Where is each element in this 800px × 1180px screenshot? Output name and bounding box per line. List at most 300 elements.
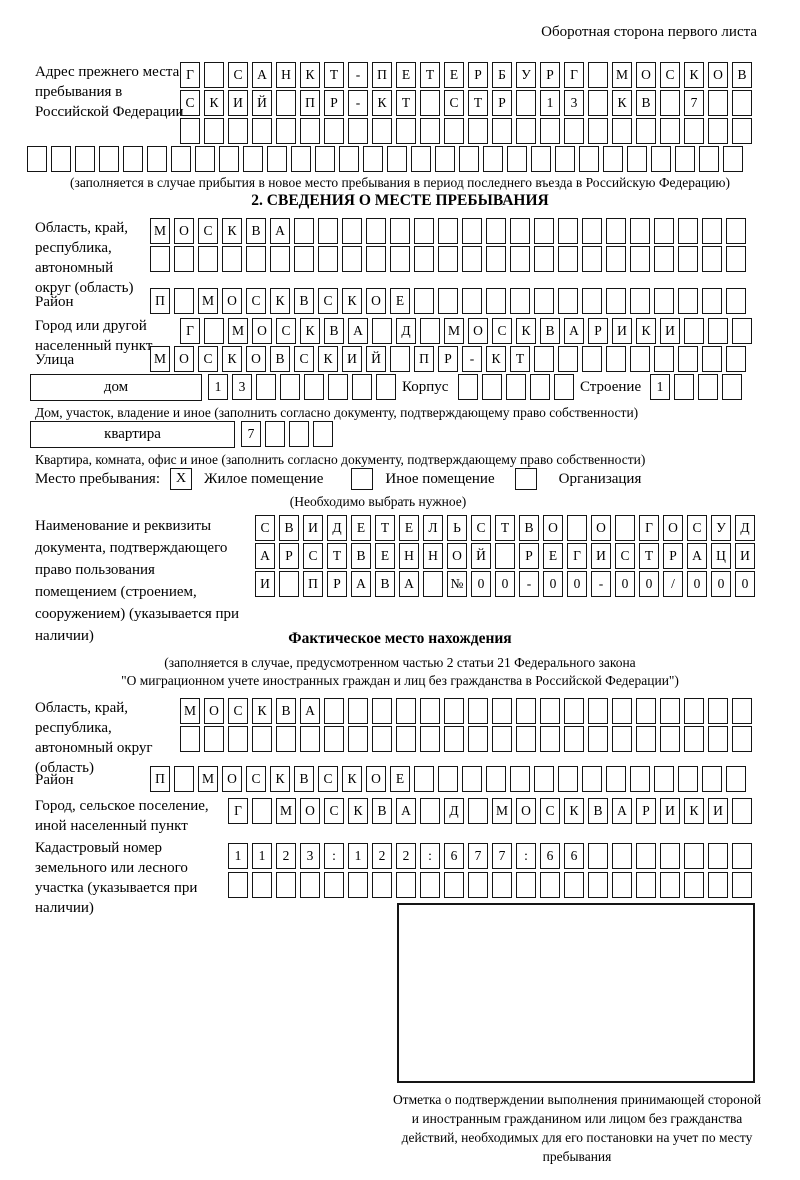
char-cell[interactable]: О: [174, 346, 194, 372]
char-cell[interactable]: С: [303, 543, 323, 569]
char-cell[interactable]: Д: [396, 318, 416, 344]
char-cell[interactable]: Н: [423, 543, 443, 569]
char-cell[interactable]: С: [615, 543, 635, 569]
char-cell[interactable]: [486, 246, 506, 272]
char-cell[interactable]: [348, 698, 368, 724]
char-cell[interactable]: В: [372, 798, 392, 824]
char-cell[interactable]: [414, 218, 434, 244]
char-cell[interactable]: [582, 246, 602, 272]
char-cell[interactable]: [372, 726, 392, 752]
char-cell[interactable]: Т: [327, 543, 347, 569]
char-cell[interactable]: И: [612, 318, 632, 344]
char-cell[interactable]: [732, 698, 752, 724]
char-cell[interactable]: [51, 146, 71, 172]
char-cell[interactable]: [516, 726, 536, 752]
char-cell[interactable]: Н: [399, 543, 419, 569]
char-cell[interactable]: [660, 118, 680, 144]
char-cell[interactable]: [291, 146, 311, 172]
char-cell[interactable]: [708, 843, 728, 869]
char-cell[interactable]: Т: [510, 346, 530, 372]
char-cell[interactable]: [363, 146, 383, 172]
char-cell[interactable]: К: [486, 346, 506, 372]
char-cell[interactable]: [558, 218, 578, 244]
char-cell[interactable]: О: [246, 346, 266, 372]
char-cell[interactable]: 3: [232, 374, 252, 400]
char-cell[interactable]: [723, 146, 743, 172]
char-cell[interactable]: [390, 346, 410, 372]
char-cell[interactable]: С: [324, 798, 344, 824]
char-cell[interactable]: [564, 872, 584, 898]
char-cell[interactable]: Й: [252, 90, 272, 116]
char-cell[interactable]: [252, 872, 272, 898]
char-cell[interactable]: [366, 246, 386, 272]
char-cell[interactable]: Г: [639, 515, 659, 541]
char-cell[interactable]: [660, 90, 680, 116]
char-cell[interactable]: А: [612, 798, 632, 824]
char-cell[interactable]: [458, 374, 478, 400]
char-cell[interactable]: К: [342, 766, 362, 792]
char-cell[interactable]: [654, 346, 674, 372]
char-cell[interactable]: Т: [396, 90, 416, 116]
char-cell[interactable]: [376, 374, 396, 400]
char-cell[interactable]: В: [732, 62, 752, 88]
char-cell[interactable]: [558, 766, 578, 792]
char-cell[interactable]: [678, 246, 698, 272]
char-cell[interactable]: Н: [276, 62, 296, 88]
char-cell[interactable]: [318, 218, 338, 244]
char-cell[interactable]: [180, 118, 200, 144]
char-cell[interactable]: Е: [396, 62, 416, 88]
char-cell[interactable]: [324, 726, 344, 752]
char-cell[interactable]: О: [366, 766, 386, 792]
char-cell[interactable]: 0: [471, 571, 491, 597]
char-cell[interactable]: [280, 374, 300, 400]
char-cell[interactable]: [732, 726, 752, 752]
char-cell[interactable]: 0: [543, 571, 563, 597]
char-cell[interactable]: Р: [279, 543, 299, 569]
char-cell[interactable]: [540, 698, 560, 724]
char-cell[interactable]: [396, 872, 416, 898]
char-cell[interactable]: Й: [366, 346, 386, 372]
char-cell[interactable]: [555, 146, 575, 172]
char-cell[interactable]: [414, 246, 434, 272]
char-cell[interactable]: А: [396, 798, 416, 824]
char-cell[interactable]: С: [255, 515, 275, 541]
char-cell[interactable]: О: [543, 515, 563, 541]
char-cell[interactable]: [708, 118, 728, 144]
char-cell[interactable]: Т: [420, 62, 440, 88]
char-cell[interactable]: С: [318, 766, 338, 792]
char-cell[interactable]: 1: [228, 843, 248, 869]
char-cell[interactable]: [147, 146, 167, 172]
char-cell[interactable]: [265, 421, 285, 447]
char-cell[interactable]: Р: [588, 318, 608, 344]
char-cell[interactable]: 2: [372, 843, 392, 869]
char-cell[interactable]: М: [150, 218, 170, 244]
char-cell[interactable]: О: [174, 218, 194, 244]
premises-residential-checkbox[interactable]: X: [170, 468, 192, 490]
char-cell[interactable]: С: [228, 62, 248, 88]
char-cell[interactable]: К: [636, 318, 656, 344]
char-cell[interactable]: [300, 726, 320, 752]
char-cell[interactable]: [603, 146, 623, 172]
char-cell[interactable]: :: [324, 843, 344, 869]
char-cell[interactable]: Д: [735, 515, 755, 541]
char-cell[interactable]: [684, 698, 704, 724]
char-cell[interactable]: [219, 146, 239, 172]
char-cell[interactable]: Ь: [447, 515, 467, 541]
char-cell[interactable]: [612, 698, 632, 724]
char-cell[interactable]: Л: [423, 515, 443, 541]
char-cell[interactable]: В: [636, 90, 656, 116]
char-cell[interactable]: [654, 766, 674, 792]
char-cell[interactable]: 2: [276, 843, 296, 869]
char-cell[interactable]: 1: [650, 374, 670, 400]
char-cell[interactable]: В: [246, 218, 266, 244]
char-cell[interactable]: М: [276, 798, 296, 824]
char-cell[interactable]: В: [276, 698, 296, 724]
char-cell[interactable]: [654, 288, 674, 314]
char-cell[interactable]: [486, 218, 506, 244]
char-cell[interactable]: [492, 726, 512, 752]
char-cell[interactable]: [300, 872, 320, 898]
char-cell[interactable]: Е: [351, 515, 371, 541]
char-cell[interactable]: [276, 118, 296, 144]
char-cell[interactable]: [708, 872, 728, 898]
char-cell[interactable]: [123, 146, 143, 172]
char-cell[interactable]: [289, 421, 309, 447]
char-cell[interactable]: [387, 146, 407, 172]
char-cell[interactable]: [204, 62, 224, 88]
char-cell[interactable]: [708, 726, 728, 752]
char-cell[interactable]: [171, 146, 191, 172]
char-cell[interactable]: [708, 90, 728, 116]
char-cell[interactable]: [435, 146, 455, 172]
char-cell[interactable]: Т: [639, 543, 659, 569]
char-cell[interactable]: Е: [390, 288, 410, 314]
char-cell[interactable]: С: [198, 218, 218, 244]
char-cell[interactable]: С: [246, 288, 266, 314]
char-cell[interactable]: К: [252, 698, 272, 724]
char-cell[interactable]: [732, 798, 752, 824]
char-cell[interactable]: Т: [375, 515, 395, 541]
char-cell[interactable]: [582, 346, 602, 372]
char-cell[interactable]: [588, 843, 608, 869]
char-cell[interactable]: [27, 146, 47, 172]
char-cell[interactable]: Т: [495, 515, 515, 541]
char-cell[interactable]: О: [447, 543, 467, 569]
char-cell[interactable]: А: [687, 543, 707, 569]
char-cell[interactable]: [726, 246, 746, 272]
char-cell[interactable]: [462, 218, 482, 244]
char-cell[interactable]: Г: [180, 62, 200, 88]
char-cell[interactable]: П: [300, 90, 320, 116]
char-cell[interactable]: [606, 218, 626, 244]
char-cell[interactable]: [630, 246, 650, 272]
char-cell[interactable]: [438, 246, 458, 272]
char-cell[interactable]: [462, 766, 482, 792]
char-cell[interactable]: [612, 872, 632, 898]
char-cell[interactable]: [678, 346, 698, 372]
char-cell[interactable]: О: [516, 798, 536, 824]
char-cell[interactable]: Т: [468, 90, 488, 116]
char-cell[interactable]: С: [444, 90, 464, 116]
char-cell[interactable]: [313, 421, 333, 447]
char-cell[interactable]: [495, 543, 515, 569]
char-cell[interactable]: [486, 766, 506, 792]
char-cell[interactable]: [534, 218, 554, 244]
char-cell[interactable]: Е: [399, 515, 419, 541]
char-cell[interactable]: [492, 872, 512, 898]
char-cell[interactable]: Г: [180, 318, 200, 344]
char-cell[interactable]: [420, 726, 440, 752]
premises-other-checkbox[interactable]: [351, 468, 373, 490]
char-cell[interactable]: К: [684, 798, 704, 824]
char-cell[interactable]: [396, 118, 416, 144]
char-cell[interactable]: О: [591, 515, 611, 541]
char-cell[interactable]: 3: [300, 843, 320, 869]
char-cell[interactable]: [180, 726, 200, 752]
char-cell[interactable]: [506, 374, 526, 400]
char-cell[interactable]: [732, 118, 752, 144]
char-cell[interactable]: [726, 288, 746, 314]
char-cell[interactable]: В: [588, 798, 608, 824]
char-cell[interactable]: [252, 118, 272, 144]
char-cell[interactable]: [606, 288, 626, 314]
char-cell[interactable]: Р: [519, 543, 539, 569]
char-cell[interactable]: [444, 698, 464, 724]
char-cell[interactable]: [444, 872, 464, 898]
char-cell[interactable]: 0: [495, 571, 515, 597]
char-cell[interactable]: Р: [468, 62, 488, 88]
char-cell[interactable]: И: [228, 90, 248, 116]
char-cell[interactable]: [270, 246, 290, 272]
char-cell[interactable]: [324, 872, 344, 898]
char-cell[interactable]: [606, 346, 626, 372]
char-cell[interactable]: [420, 118, 440, 144]
char-cell[interactable]: [534, 246, 554, 272]
char-cell[interactable]: [174, 288, 194, 314]
char-cell[interactable]: [630, 288, 650, 314]
char-cell[interactable]: [726, 218, 746, 244]
char-cell[interactable]: [660, 843, 680, 869]
char-cell[interactable]: С: [198, 346, 218, 372]
char-cell[interactable]: С: [318, 288, 338, 314]
char-cell[interactable]: [732, 90, 752, 116]
char-cell[interactable]: [348, 118, 368, 144]
char-cell[interactable]: О: [636, 62, 656, 88]
char-cell[interactable]: [606, 766, 626, 792]
char-cell[interactable]: П: [150, 766, 170, 792]
char-cell[interactable]: К: [684, 62, 704, 88]
char-cell[interactable]: С: [540, 798, 560, 824]
char-cell[interactable]: [615, 515, 635, 541]
char-cell[interactable]: [684, 726, 704, 752]
char-cell[interactable]: 6: [564, 843, 584, 869]
char-cell[interactable]: [372, 698, 392, 724]
char-cell[interactable]: [150, 246, 170, 272]
char-cell[interactable]: Е: [444, 62, 464, 88]
char-cell[interactable]: [198, 246, 218, 272]
char-cell[interactable]: К: [300, 318, 320, 344]
char-cell[interactable]: Г: [228, 798, 248, 824]
char-cell[interactable]: [483, 146, 503, 172]
char-cell[interactable]: Р: [636, 798, 656, 824]
char-cell[interactable]: [516, 872, 536, 898]
char-cell[interactable]: [174, 246, 194, 272]
char-cell[interactable]: №: [447, 571, 467, 597]
char-cell[interactable]: В: [519, 515, 539, 541]
char-cell[interactable]: К: [516, 318, 536, 344]
char-cell[interactable]: [195, 146, 215, 172]
char-cell[interactable]: 1: [252, 843, 272, 869]
char-cell[interactable]: [678, 288, 698, 314]
char-cell[interactable]: [438, 766, 458, 792]
char-cell[interactable]: К: [222, 218, 242, 244]
char-cell[interactable]: А: [351, 571, 371, 597]
char-cell[interactable]: [324, 698, 344, 724]
char-cell[interactable]: К: [612, 90, 632, 116]
char-cell[interactable]: С: [294, 346, 314, 372]
char-cell[interactable]: И: [591, 543, 611, 569]
char-cell[interactable]: М: [492, 798, 512, 824]
char-cell[interactable]: [698, 374, 718, 400]
char-cell[interactable]: [567, 515, 587, 541]
char-cell[interactable]: [588, 726, 608, 752]
char-cell[interactable]: [390, 218, 410, 244]
char-cell[interactable]: Е: [390, 766, 410, 792]
char-cell[interactable]: [588, 872, 608, 898]
char-cell[interactable]: В: [324, 318, 344, 344]
char-cell[interactable]: [564, 118, 584, 144]
char-cell[interactable]: [660, 726, 680, 752]
char-cell[interactable]: О: [468, 318, 488, 344]
char-cell[interactable]: [366, 218, 386, 244]
char-cell[interactable]: [204, 726, 224, 752]
char-cell[interactable]: [372, 872, 392, 898]
char-cell[interactable]: [372, 118, 392, 144]
char-cell[interactable]: О: [663, 515, 683, 541]
char-cell[interactable]: О: [300, 798, 320, 824]
char-cell[interactable]: [468, 798, 488, 824]
char-cell[interactable]: А: [300, 698, 320, 724]
char-cell[interactable]: [534, 766, 554, 792]
char-cell[interactable]: [588, 90, 608, 116]
char-cell[interactable]: [294, 218, 314, 244]
char-cell[interactable]: М: [444, 318, 464, 344]
char-cell[interactable]: [348, 726, 368, 752]
char-cell[interactable]: [228, 118, 248, 144]
char-cell[interactable]: [267, 146, 287, 172]
char-cell[interactable]: [462, 288, 482, 314]
char-cell[interactable]: [588, 698, 608, 724]
char-cell[interactable]: [243, 146, 263, 172]
char-cell[interactable]: 7: [468, 843, 488, 869]
char-cell[interactable]: С: [471, 515, 491, 541]
char-cell[interactable]: Р: [327, 571, 347, 597]
char-cell[interactable]: [654, 218, 674, 244]
char-cell[interactable]: [630, 346, 650, 372]
char-cell[interactable]: М: [228, 318, 248, 344]
char-cell[interactable]: М: [612, 62, 632, 88]
char-cell[interactable]: [204, 118, 224, 144]
char-cell[interactable]: [372, 318, 392, 344]
char-cell[interactable]: В: [540, 318, 560, 344]
char-cell[interactable]: П: [303, 571, 323, 597]
char-cell[interactable]: [411, 146, 431, 172]
char-cell[interactable]: [540, 726, 560, 752]
char-cell[interactable]: [684, 843, 704, 869]
char-cell[interactable]: 2: [396, 843, 416, 869]
char-cell[interactable]: [420, 798, 440, 824]
char-cell[interactable]: [222, 246, 242, 272]
char-cell[interactable]: [492, 698, 512, 724]
char-cell[interactable]: [702, 766, 722, 792]
char-cell[interactable]: О: [222, 288, 242, 314]
char-cell[interactable]: [732, 872, 752, 898]
char-cell[interactable]: [534, 346, 554, 372]
char-cell[interactable]: -: [348, 90, 368, 116]
char-cell[interactable]: [468, 698, 488, 724]
char-cell[interactable]: [540, 118, 560, 144]
char-cell[interactable]: [342, 246, 362, 272]
char-cell[interactable]: К: [270, 288, 290, 314]
char-cell[interactable]: Р: [663, 543, 683, 569]
char-cell[interactable]: [300, 118, 320, 144]
char-cell[interactable]: Р: [492, 90, 512, 116]
char-cell[interactable]: [468, 872, 488, 898]
char-cell[interactable]: /: [663, 571, 683, 597]
char-cell[interactable]: [414, 288, 434, 314]
char-cell[interactable]: [414, 766, 434, 792]
char-cell[interactable]: [510, 246, 530, 272]
char-cell[interactable]: Ц: [711, 543, 731, 569]
char-cell[interactable]: :: [516, 843, 536, 869]
char-cell[interactable]: :: [420, 843, 440, 869]
char-cell[interactable]: Г: [564, 62, 584, 88]
char-cell[interactable]: [564, 698, 584, 724]
char-cell[interactable]: [462, 246, 482, 272]
char-cell[interactable]: [530, 374, 550, 400]
char-cell[interactable]: [396, 698, 416, 724]
char-cell[interactable]: [579, 146, 599, 172]
char-cell[interactable]: [228, 872, 248, 898]
char-cell[interactable]: К: [342, 288, 362, 314]
char-cell[interactable]: [246, 246, 266, 272]
char-cell[interactable]: [732, 318, 752, 344]
char-cell[interactable]: А: [564, 318, 584, 344]
char-cell[interactable]: И: [660, 318, 680, 344]
char-cell[interactable]: 0: [711, 571, 731, 597]
char-cell[interactable]: [276, 90, 296, 116]
char-cell[interactable]: [438, 288, 458, 314]
char-cell[interactable]: К: [348, 798, 368, 824]
char-cell[interactable]: [420, 90, 440, 116]
char-cell[interactable]: [675, 146, 695, 172]
char-cell[interactable]: [660, 872, 680, 898]
char-cell[interactable]: [684, 872, 704, 898]
char-cell[interactable]: [510, 288, 530, 314]
char-cell[interactable]: -: [462, 346, 482, 372]
char-cell[interactable]: [732, 843, 752, 869]
char-cell[interactable]: [510, 766, 530, 792]
char-cell[interactable]: В: [279, 515, 299, 541]
char-cell[interactable]: А: [399, 571, 419, 597]
char-cell[interactable]: К: [270, 766, 290, 792]
char-cell[interactable]: К: [300, 62, 320, 88]
char-cell[interactable]: Е: [543, 543, 563, 569]
char-cell[interactable]: 7: [684, 90, 704, 116]
